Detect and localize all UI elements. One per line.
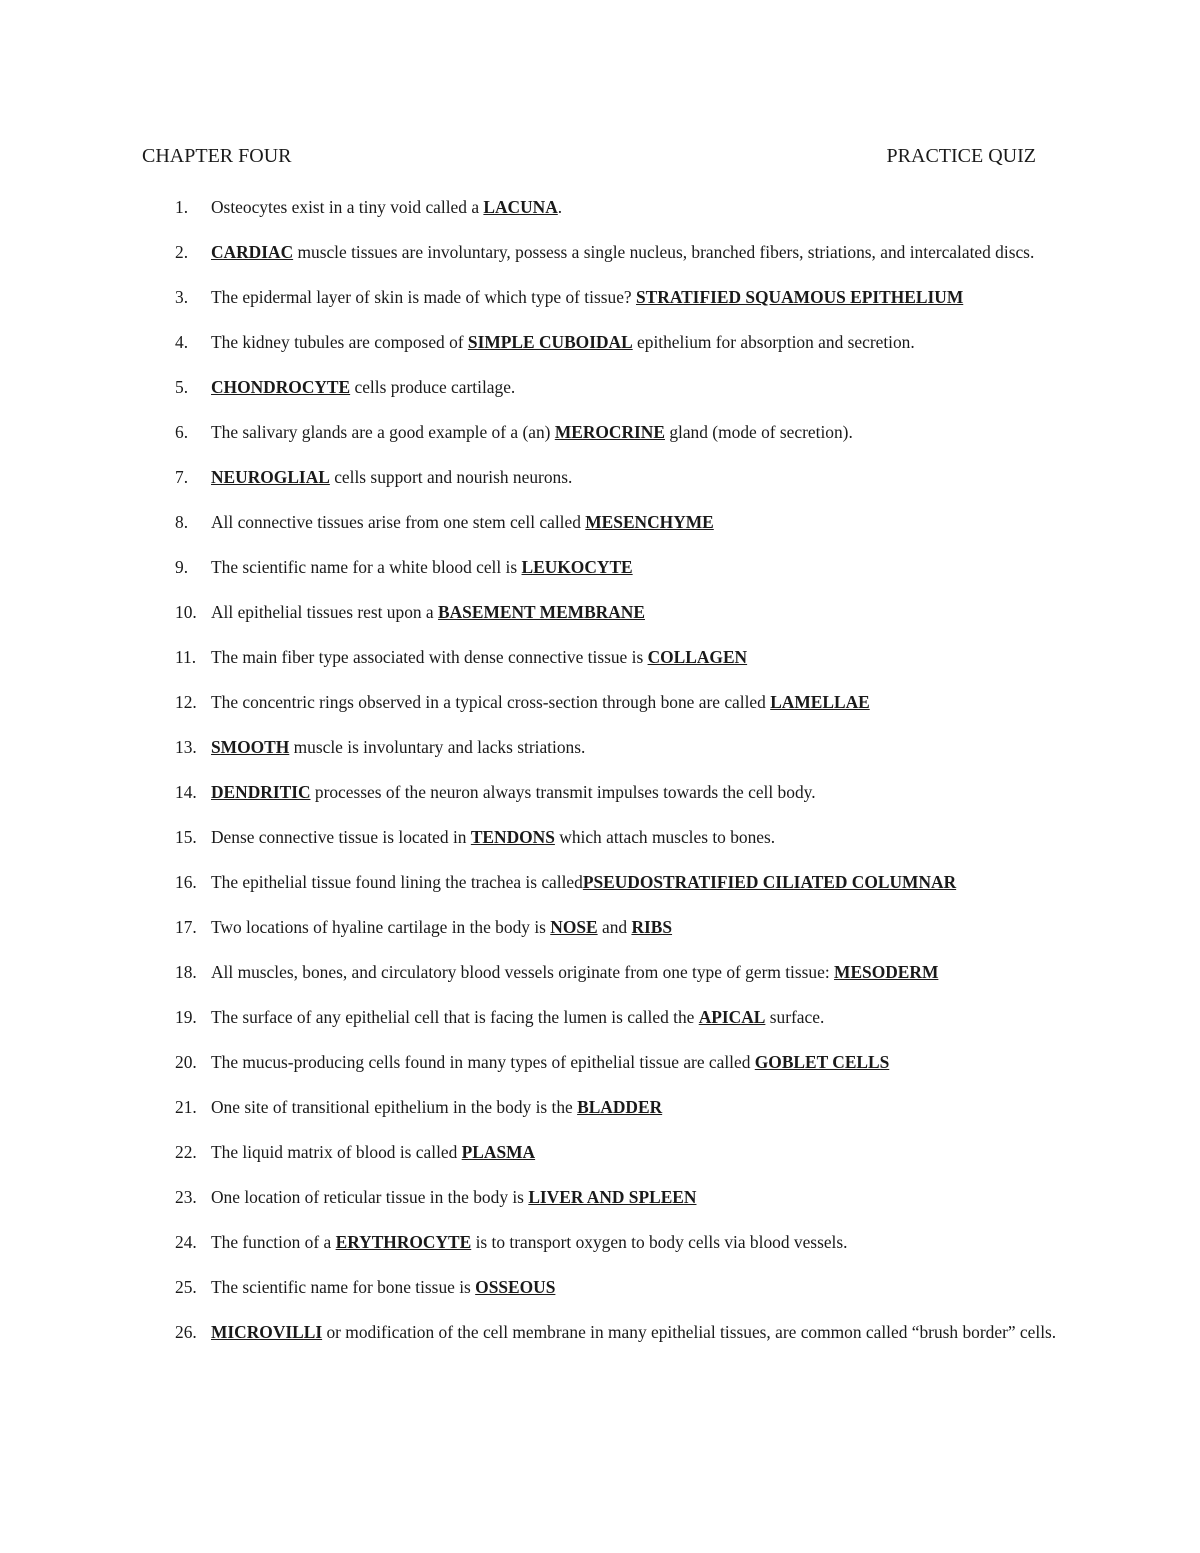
question-item — [0, 1185, 1200, 1209]
question-text — [211, 420, 1071, 444]
question-number: 7. — [175, 467, 189, 487]
chapter-title: CHAPTER FOUR — [142, 145, 292, 167]
question-text — [211, 735, 1071, 759]
prompt-text: Two locations of hyaline cartilage in the body is — [211, 917, 551, 937]
prompt-text: muscle tissues are involuntary, possess a single nucleus, branched fibers, striations, and intercalated discs. — [293, 242, 1035, 262]
prompt-text: The liquid matrix of blood is called — [211, 1142, 462, 1162]
question-number: 23. — [175, 1187, 197, 1207]
prompt-text: The salivary glands are a good example of a (an) — [211, 422, 555, 442]
question-text — [211, 690, 1071, 714]
question-item — [0, 1320, 1200, 1344]
question-number: 22. — [175, 1142, 197, 1162]
question-item — [0, 420, 1200, 444]
question-text — [211, 1095, 1071, 1119]
prompt-text: The scientific name for bone tissue is — [211, 1277, 476, 1297]
question-item — [0, 195, 1200, 219]
question-text — [211, 1230, 1071, 1254]
prompt-text: cells produce cartilage. — [350, 377, 516, 397]
answer-text: NOSE — [550, 917, 598, 937]
question-number: 11. — [175, 647, 197, 667]
answer-text: MESENCHYME — [585, 512, 714, 532]
prompt-text: surface. — [765, 1007, 825, 1027]
answer-text: LAMELLAE — [770, 692, 870, 712]
question-item — [0, 465, 1200, 489]
question-number: 12. — [175, 692, 197, 712]
answer-text: CHONDROCYTE — [211, 377, 351, 397]
prompt-text: processes of the neuron always transmit impulses towards the cell body. — [310, 782, 816, 802]
answer-text: MESODERM — [834, 962, 939, 982]
question-number: 3. — [175, 287, 189, 307]
prompt-text: which attach muscles to bones. — [554, 827, 776, 847]
prompt-text: muscle is involuntary and lacks striations. — [289, 737, 586, 757]
question-item — [0, 555, 1200, 579]
question-number: 5. — [175, 377, 189, 397]
prompt-text: One site of transitional epithelium in the body is the — [211, 1097, 578, 1117]
question-text — [211, 825, 1071, 849]
question-number: 6. — [175, 422, 189, 442]
prompt-text: The kidney tubules are composed of — [211, 332, 468, 352]
question-item — [0, 645, 1200, 669]
answer-text: OSSEOUS — [475, 1277, 556, 1297]
question-item — [0, 1095, 1200, 1119]
prompt-text: The epidermal layer of skin is made of which type of tissue? — [211, 287, 636, 307]
question-text — [211, 1050, 1071, 1074]
question-text — [211, 780, 1071, 804]
prompt-text: The function of a — [211, 1232, 336, 1252]
question-text — [211, 510, 1071, 534]
question-number: 16. — [175, 872, 197, 892]
prompt-text: cells support and nourish neurons. — [329, 467, 573, 487]
question-number: 18. — [175, 962, 197, 982]
question-text — [211, 870, 1071, 894]
question-item — [0, 375, 1200, 399]
question-number: 10. — [175, 602, 197, 622]
question-item — [0, 960, 1200, 984]
question-list — [0, 195, 1200, 1365]
question-text — [211, 375, 1071, 399]
question-item — [0, 600, 1200, 624]
question-item — [0, 510, 1200, 534]
answer-text: BLADDER — [577, 1097, 663, 1117]
answer-text: NEUROGLIAL — [211, 467, 330, 487]
question-item — [0, 285, 1200, 309]
answer-text: DENDRITIC — [211, 782, 311, 802]
question-item — [0, 870, 1200, 894]
question-text — [211, 915, 1071, 939]
answer-text: MEROCRINE — [554, 422, 665, 442]
question-number: 21. — [175, 1097, 197, 1117]
question-number: 8. — [175, 512, 189, 532]
prompt-text: . — [557, 197, 563, 217]
answer-text: STRATIFIED SQUAMOUS EPITHELIUM — [635, 287, 964, 307]
question-item — [0, 690, 1200, 714]
prompt-text: The concentric rings observed in a typical cross-section through bone are called — [211, 692, 771, 712]
question-number: 14. — [175, 782, 197, 802]
answer-text: RIBS — [631, 917, 673, 937]
prompt-text: Dense connective tissue is located in — [211, 827, 471, 847]
question-text — [211, 1185, 1071, 1209]
answer-text: TENDONS — [470, 827, 555, 847]
question-text — [211, 1275, 1071, 1299]
question-item — [0, 1140, 1200, 1164]
prompt-text: All muscles, bones, and circulatory blood vessels originate from one type of germ tissue: — [211, 962, 835, 982]
question-number: 13. — [175, 737, 197, 757]
question-text — [211, 960, 1071, 984]
question-item — [0, 915, 1200, 939]
prompt-text: gland (mode of secretion). — [664, 422, 853, 442]
question-number: 19. — [175, 1007, 197, 1027]
prompt-text: and — [597, 917, 632, 937]
question-text — [211, 465, 1071, 489]
answer-text: MICROVILLI — [211, 1322, 323, 1342]
question-text — [211, 600, 1071, 624]
prompt-text: epithelium for absorption and secretion. — [632, 332, 915, 352]
question-item — [0, 735, 1200, 759]
prompt-text: The main fiber type associated with dense connective tissue is — [211, 647, 648, 667]
question-text — [211, 1140, 1071, 1164]
question-number: 15. — [175, 827, 197, 847]
prompt-text: All connective tissues arise from one stem cell called — [211, 512, 586, 532]
prompt-text: One location of reticular tissue in the body is — [211, 1187, 529, 1207]
question-text — [211, 195, 1071, 219]
answer-text: SMOOTH — [211, 737, 290, 757]
prompt-text: The scientific name for a white blood cell is — [211, 557, 522, 577]
question-number: 24. — [175, 1232, 197, 1252]
question-number: 9. — [175, 557, 189, 577]
answer-text: ERYTHROCYTE — [335, 1232, 472, 1252]
answer-text: LIVER AND SPLEEN — [528, 1187, 697, 1207]
question-text — [211, 1005, 1071, 1029]
quiz-title: PRACTICE QUIZ — [886, 145, 1036, 167]
question-number: 25. — [175, 1277, 197, 1297]
question-item — [0, 1005, 1200, 1029]
answer-text: COLLAGEN — [647, 647, 748, 667]
question-number: 4. — [175, 332, 189, 352]
question-item — [0, 1050, 1200, 1074]
question-item — [0, 330, 1200, 354]
page-header — [142, 144, 1036, 168]
question-text — [211, 555, 1071, 579]
question-item — [0, 240, 1200, 264]
prompt-text: or modification of the cell membrane in many epithelial tissues, are common called “brush border” cells. — [322, 1322, 1057, 1342]
question-number: 17. — [175, 917, 197, 937]
question-number: 2. — [175, 242, 189, 262]
answer-text: PLASMA — [461, 1142, 536, 1162]
question-item — [0, 1275, 1200, 1299]
question-number: 26. — [175, 1322, 197, 1342]
prompt-text: The surface of any epithelial cell that is facing the lumen is called the — [211, 1007, 699, 1027]
answer-text: LACUNA — [483, 197, 558, 217]
prompt-text: is to transport oxygen to body cells via blood vessels. — [471, 1232, 848, 1252]
question-item — [0, 825, 1200, 849]
question-text — [211, 240, 1071, 264]
question-text — [211, 645, 1071, 669]
answer-text: GOBLET CELLS — [754, 1052, 890, 1072]
prompt-text: The epithelial tissue found lining the trachea is called — [211, 872, 583, 892]
prompt-text: All epithelial tissues rest upon a — [211, 602, 439, 622]
answer-text: LEUKOCYTE — [521, 557, 633, 577]
prompt-text: The mucus-producing cells found in many types of epithelial tissue are called — [211, 1052, 755, 1072]
question-item — [0, 1230, 1200, 1254]
question-text — [211, 1320, 1071, 1344]
question-number: 1. — [175, 197, 189, 217]
answer-text: PSEUDOSTRATIFIED CILIATED COLUMNAR — [582, 872, 957, 892]
question-item — [0, 780, 1200, 804]
prompt-text: Osteocytes exist in a tiny void called a — [211, 197, 484, 217]
answer-text: SIMPLE CUBOIDAL — [467, 332, 633, 352]
question-text — [211, 330, 1071, 354]
answer-text: CARDIAC — [211, 242, 294, 262]
question-text — [211, 285, 1071, 309]
answer-text: BASEMENT MEMBRANE — [438, 602, 645, 622]
question-number: 20. — [175, 1052, 197, 1072]
answer-text: APICAL — [698, 1007, 766, 1027]
